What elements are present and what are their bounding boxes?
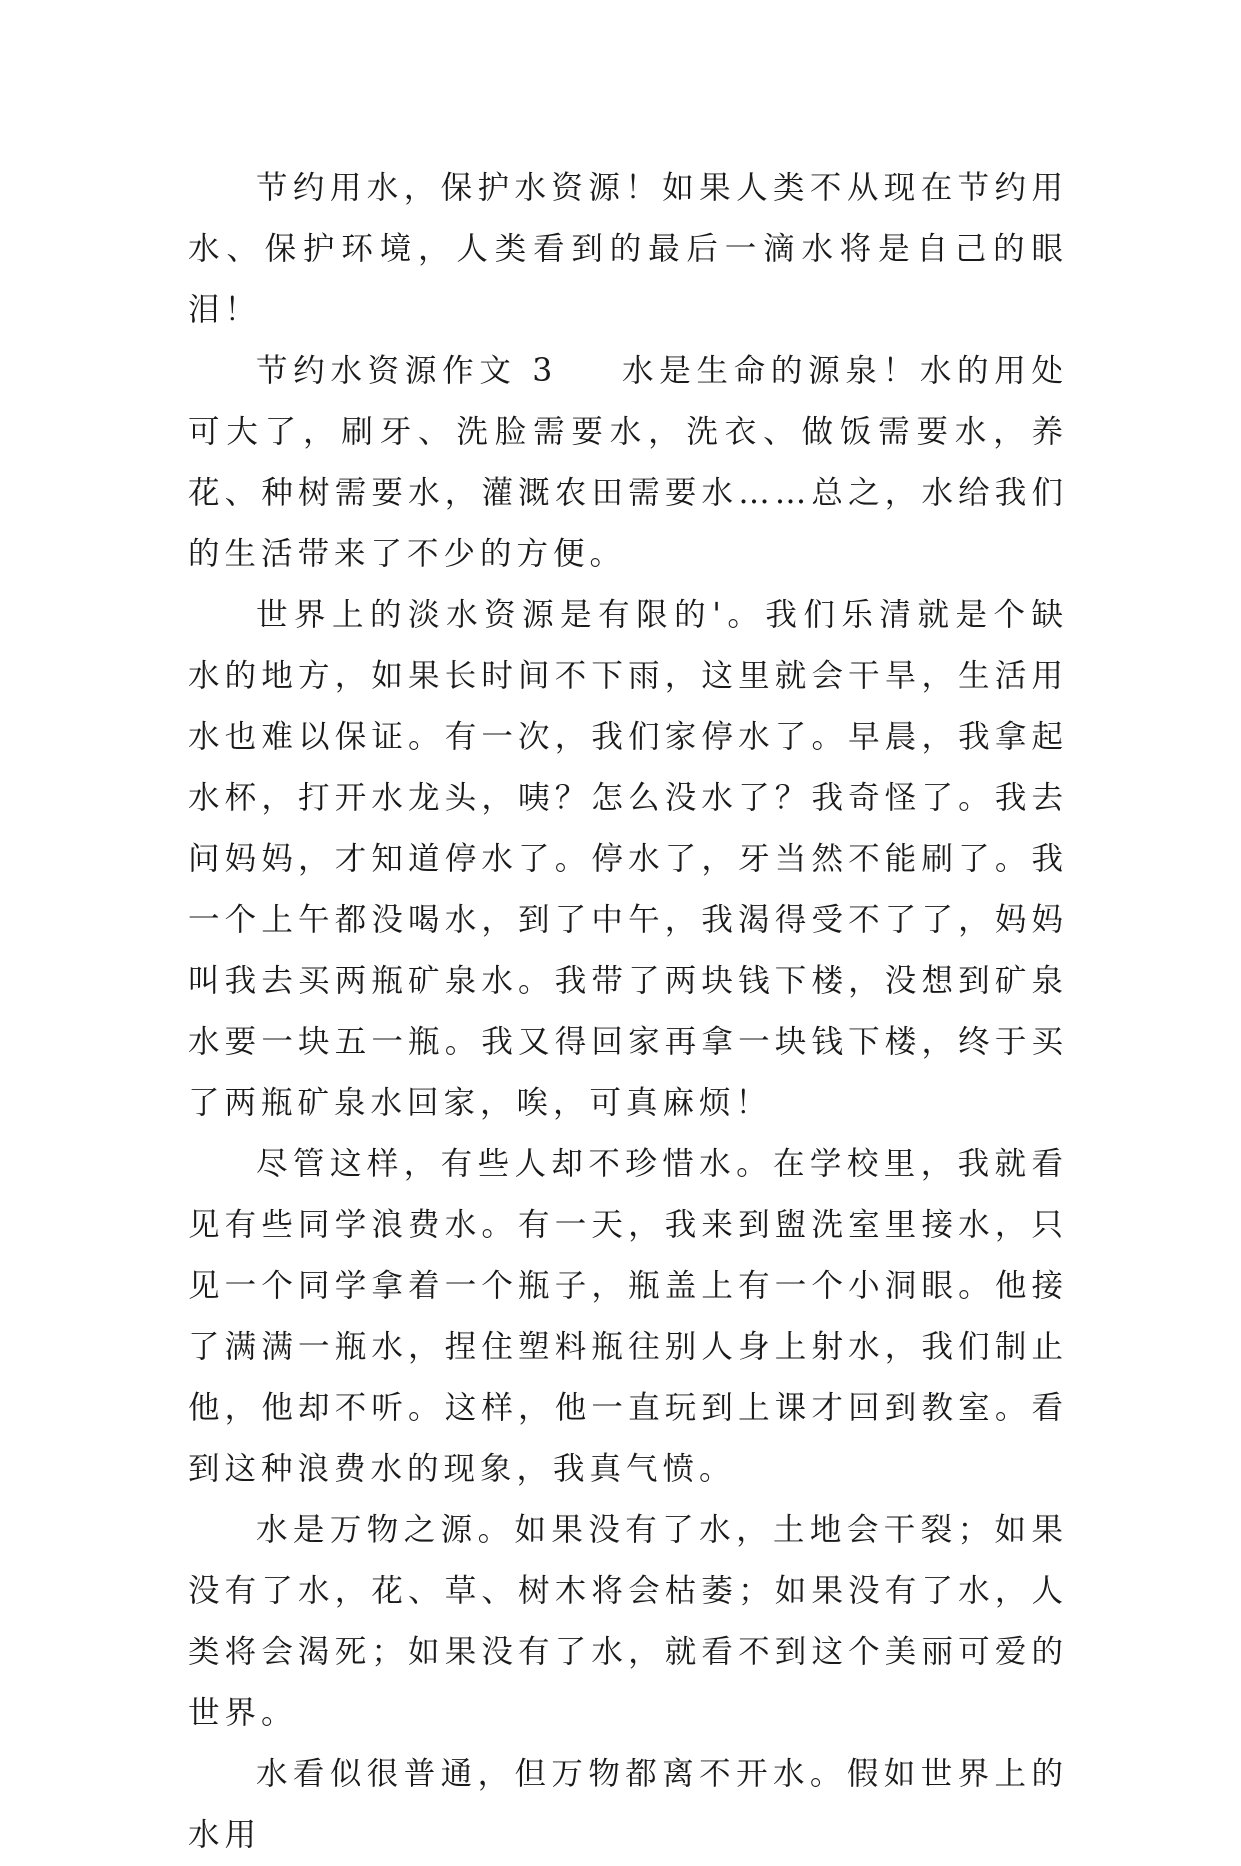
section-heading: 节约水资源作文 3 xyxy=(256,353,558,389)
paragraph-4-text: 尽管这样，有些人却不珍惜水。在学校里，我就看见有些同学浪费水。有一天，我来到盥洗室里接水，只见一个同学拿着一个瓶子，瓶盖上有一个小洞眼。他接了满满一瓶水，捏住塑料瓶往别人身上射水，我们制止他，他却不听。这样，他一直玩到上课才回到教室。看到这种浪费水的现象，我真气愤。 xyxy=(188,1146,1068,1487)
paragraph-2-text: 水是生命的源泉！水的用处可大了，刷牙、洗脸需要水，洗衣、做饭需要水，养花、种树需要水，灌溉农田需要水……总之，水给我们的生活带来了不少的方便。 xyxy=(188,353,1068,572)
paragraph-2 xyxy=(188,341,1068,585)
paragraph-5 xyxy=(188,1500,1068,1744)
paragraph-1 xyxy=(188,158,1068,341)
essay-body xyxy=(188,158,1068,1866)
paragraph-5-text: 水是万物之源。如果没有了水，土地会干裂；如果没有了水，花、草、树木将会枯萎；如果没有了水，人类将会渴死；如果没有了水，就看不到这个美丽可爱的世界。 xyxy=(188,1512,1068,1731)
paragraph-3 xyxy=(188,585,1068,1134)
paragraph-4 xyxy=(188,1134,1068,1500)
paragraph-3-text: 世界上的淡水资源是有限的'。我们乐清就是个缺水的地方，如果长时间不下雨，这里就会干旱，生活用水也难以保证。有一次，我们家停水了。早晨，我拿起水杯，打开水龙头，咦？怎么没水了？我奇怪了。我去问妈妈，才知道停水了。停水了，牙当然不能刷了。我一个上午都没喝水，到了中午，我渴得受不了了，妈妈叫我去买两瓶矿泉水。我带了两块钱下楼，没想到矿泉水要一块五一瓶。我又得回家再拿一块钱下楼，终于买了两瓶矿泉水回家，唉，可真麻烦！ xyxy=(188,597,1068,1121)
paragraph-6-text: 水看似很普通，但万物都离不开水。假如世界上的水用 xyxy=(188,1756,1068,1853)
paragraph-1-text: 节约用水，保护水资源！如果人类不从现在节约用水、保护环境，人类看到的最后一滴水将是自己的眼泪！ xyxy=(188,170,1068,328)
paragraph-6 xyxy=(188,1744,1068,1866)
